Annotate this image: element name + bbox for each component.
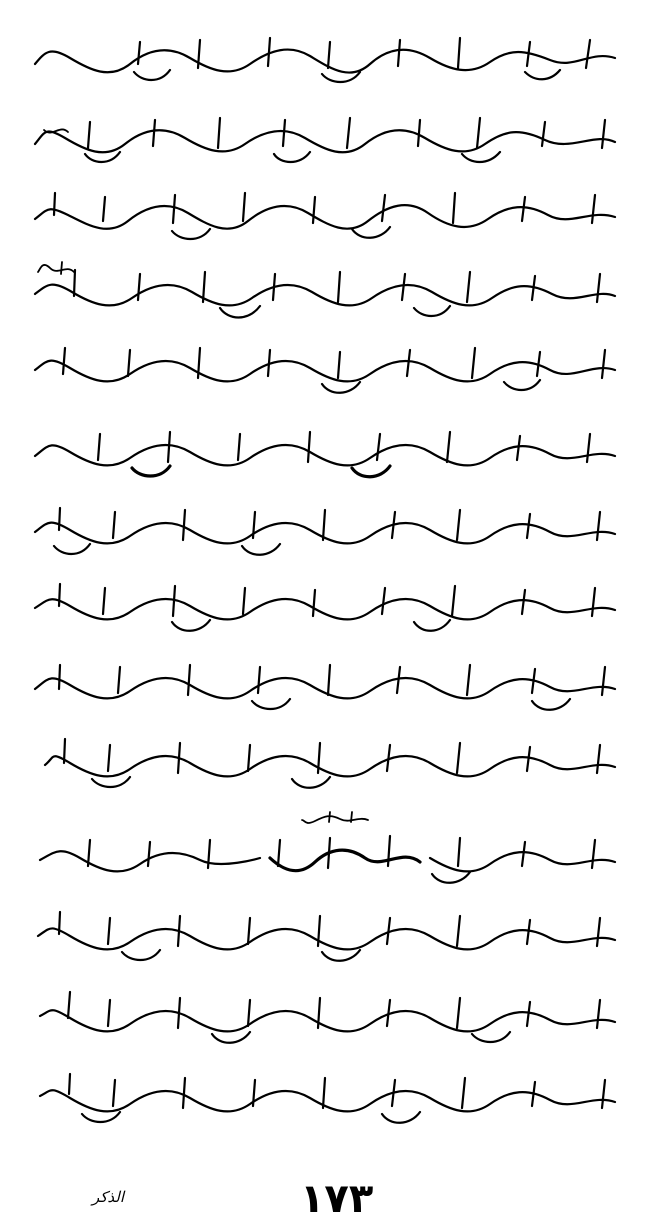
margin-note (40, 120, 70, 142)
handwritten-line-10 (30, 733, 620, 803)
handwritten-line-14 (30, 1066, 620, 1136)
handwritten-line-11 (30, 830, 620, 900)
handwritten-line-4 (30, 262, 620, 332)
handwritten-line-5 (30, 340, 620, 410)
catchword: الذكر (92, 1188, 125, 1206)
handwritten-line-12 (30, 906, 620, 976)
handwritten-line-1 (30, 30, 620, 100)
handwritten-line-9 (30, 655, 620, 725)
handwritten-line-7 (30, 500, 620, 570)
handwritten-line-8 (30, 578, 620, 648)
handwritten-line-2 (30, 108, 620, 178)
handwritten-line-13 (30, 988, 620, 1058)
margin-note (36, 258, 76, 282)
interlinear-note (300, 808, 370, 830)
page-number: ١٧٣ (300, 1176, 374, 1222)
handwritten-line-6 (30, 420, 620, 490)
handwritten-line-3 (30, 185, 620, 255)
